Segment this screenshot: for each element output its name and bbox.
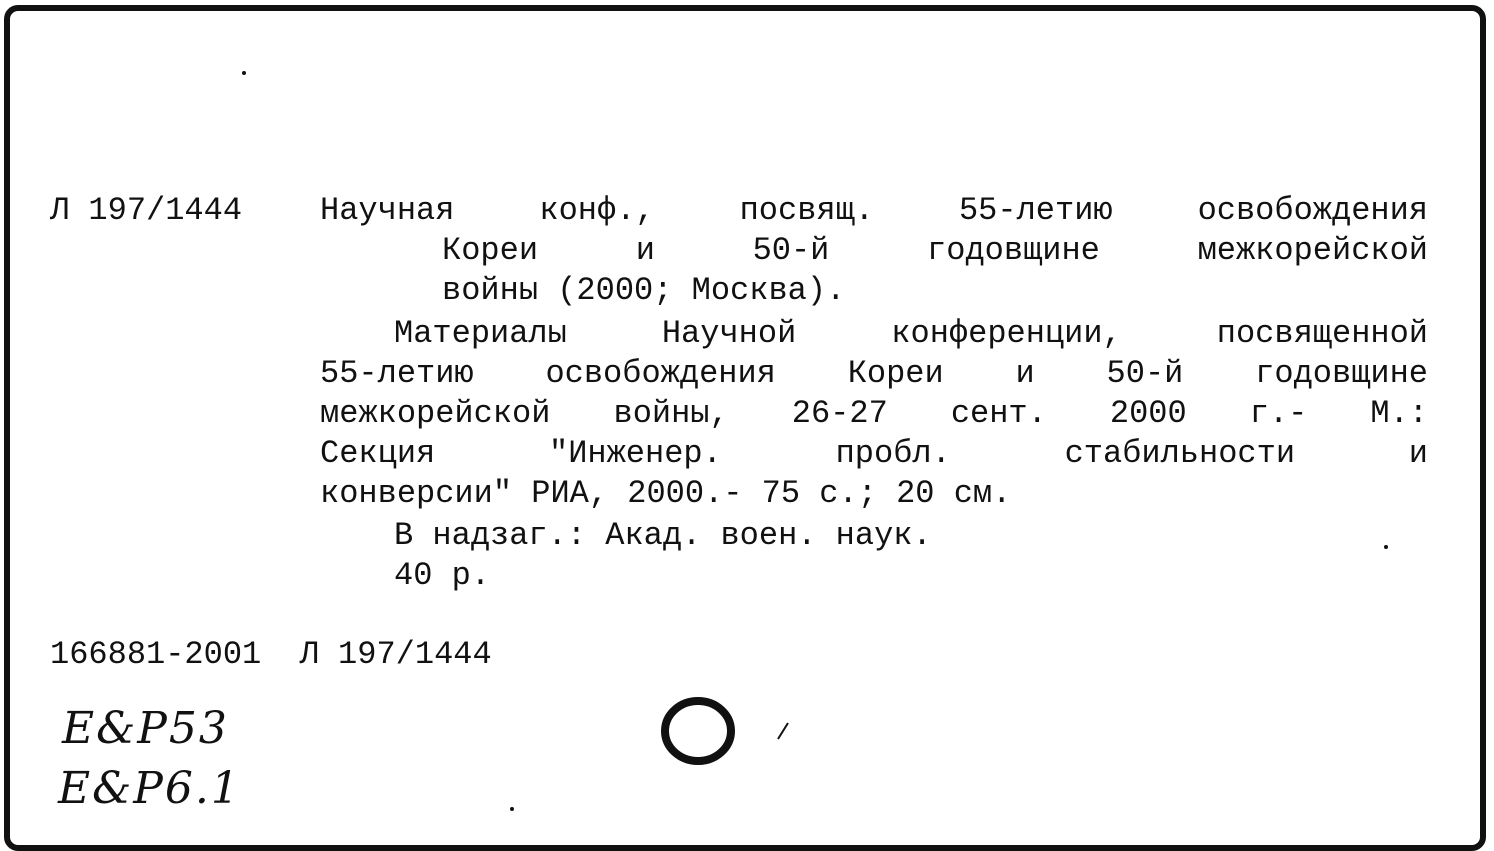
paper-speck	[510, 807, 514, 811]
body-line-1: Материалы Научной конференции, посвященной	[394, 315, 1428, 352]
catalog-card	[4, 5, 1486, 851]
heading-line-1: Научная конф., посвящ. 55-летию освобождения	[320, 192, 1428, 229]
handwritten-note-1: E&P53	[62, 703, 229, 754]
paper-speck	[1384, 545, 1388, 549]
heading-line-2: Кореи и 50-й годовщине межкорейской	[442, 232, 1428, 269]
body-line-3: межкорейской войны, 26-27 сент. 2000 г.- М.:	[320, 395, 1428, 432]
body-line-4: Секция "Инженер. пробл. стабильности и	[320, 435, 1428, 472]
note-line: В надзаг.: Акад. воен. наук.	[394, 517, 932, 554]
handwritten-note-2: E&P6.1	[58, 763, 241, 814]
heading-line-3: войны (2000; Москва).	[442, 272, 846, 309]
paper-speck	[242, 71, 246, 75]
ring-stamp-icon	[656, 691, 806, 771]
body-line-2: 55-летию освобождения Кореи и 50-й годовщине	[320, 355, 1428, 392]
accession-number: 166881-2001 Л 197/1444	[50, 636, 492, 673]
call-number: Л 197/1444	[50, 192, 243, 229]
body-line-5: конверсии" РИА, 2000.- 75 с.; 20 см.	[320, 475, 1012, 512]
price: 40 р.	[394, 557, 491, 594]
